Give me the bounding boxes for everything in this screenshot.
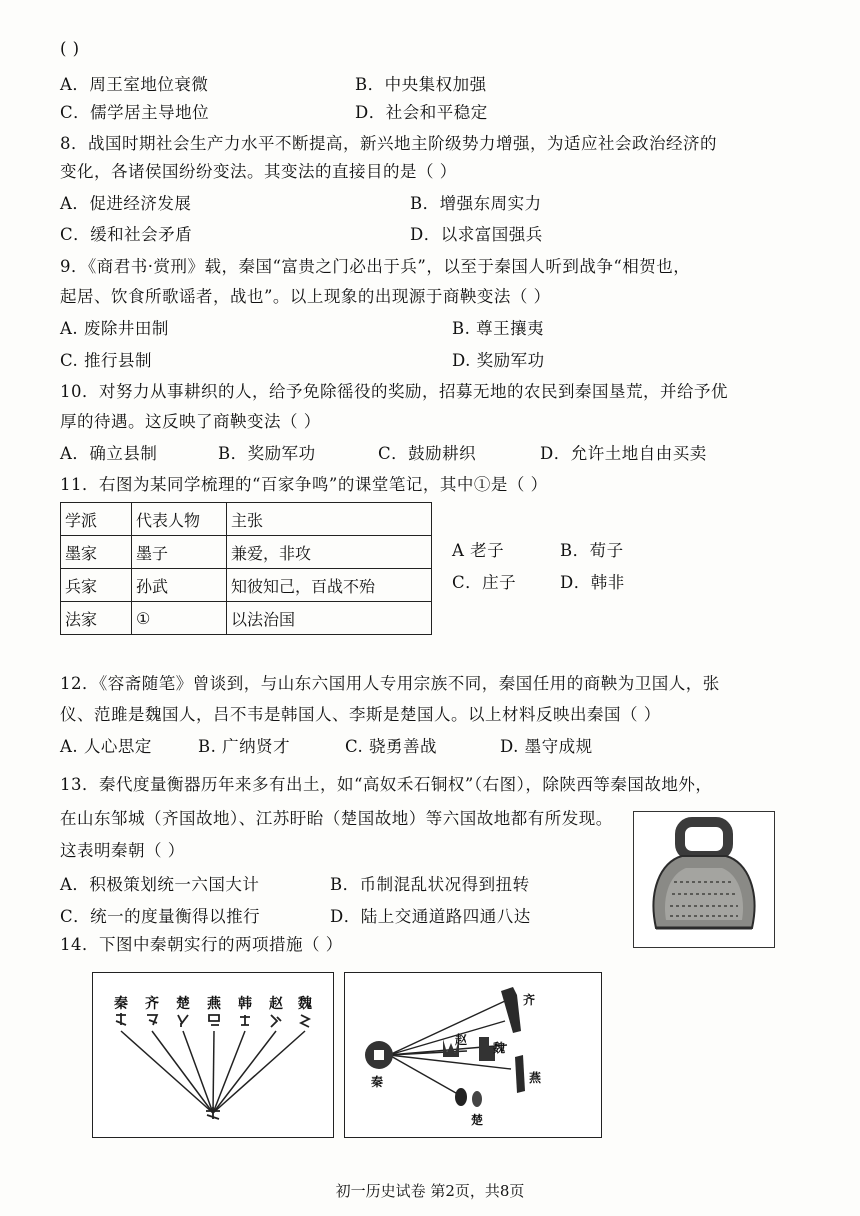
coin-label-wei: 魏: [493, 1041, 506, 1055]
table-cell: 墨家: [61, 536, 132, 569]
q13-option-b: B．币制混乱状况得到扭转: [330, 875, 530, 894]
coin-label-qin: 秦: [371, 1075, 384, 1089]
state-label-zhao: 赵: [269, 996, 283, 1012]
q13-option-a: A．积极策划统一六国大计: [60, 875, 260, 894]
table-cell: 兵家: [61, 569, 132, 602]
table-cell: ①: [132, 602, 227, 635]
q8-option-b: B．增强东周实力: [410, 194, 542, 213]
q10-option-c: C．鼓励耕织: [378, 444, 477, 463]
q9-option-c: C. 推行县制: [60, 351, 153, 370]
q10-stem-line2: 厚的待遇。这反映了商鞅变法（ ）: [60, 412, 321, 431]
state-label-qi: 齐: [145, 996, 159, 1012]
q9-stem-line1: 9．《商君书·赏刑》载，秦国“富贵之门必出于兵”，以至于秦国人听到战争“相贺也，: [60, 257, 691, 276]
table-header-row: [61, 503, 432, 536]
state-label-yan: 燕: [207, 996, 221, 1012]
q10-option-b: B．奖励军功: [218, 444, 316, 463]
q11-option-a: A 老子: [452, 541, 505, 560]
page-footer: 初一历史试卷 第2页，共8页: [335, 1182, 525, 1200]
q8-stem-line1: 8．战国时期社会生产力水平不断提高，新兴地主阶级势力增强，为适应社会政治经济的: [60, 134, 717, 153]
coin-label-yan: 燕: [529, 1071, 542, 1085]
q10-option-d: D．允许土地自由买卖: [540, 444, 707, 463]
q10-stem-line1: 10．对努力从事耕织的人，给予免除徭役的奖励，招募无地的农民到秦国垦荒，并给予优: [60, 382, 728, 401]
q7-option-c: C．儒学居主导地位: [60, 103, 210, 122]
q9-option-a: A. 废除井田制: [60, 319, 169, 338]
q7-option-b: B．中央集权加强: [355, 75, 487, 94]
q8-option-d: D．以求富国强兵: [410, 225, 543, 244]
q11-option-c: C．庄子: [452, 573, 517, 592]
script-unification-figure: [92, 972, 334, 1138]
q14-stem: 14．下图中秦朝实行的两项措施（ ）: [60, 935, 343, 954]
table-row: [61, 602, 432, 635]
state-label-han: 韩: [238, 996, 252, 1012]
q13-stem-line2: 在山东邹城（齐国故地）、江苏盱眙（楚国故地）等六国故地都有所发现。: [60, 809, 613, 828]
table-row: [61, 569, 432, 602]
hundred-schools-notes-table: [60, 502, 432, 635]
q13-option-d: D．陆上交通道路四通八达: [330, 907, 531, 926]
q12-option-c: C. 骁勇善战: [345, 737, 438, 756]
q9-option-d: D. 奖励军功: [452, 351, 545, 370]
coin-label-chu: 楚: [471, 1113, 484, 1127]
ancient-script-glyphs: [93, 973, 333, 1137]
coin-label-zhao: 赵: [455, 1033, 468, 1047]
coin-label-qi: 齐: [523, 993, 536, 1007]
q12-option-b: B. 广纳贤才: [198, 737, 291, 756]
q8-stem-line2: 变化，各诸侯国纷纷变法。其变法的直接目的是（ ）: [60, 162, 457, 181]
q10-option-a: A．确立县制: [60, 444, 158, 463]
q12-stem-line2: 仪、范雎是魏国人，吕不韦是韩国人、李斯是楚国人。以上材料反映出秦国（ ）: [60, 705, 661, 724]
q9-option-b: B. 尊王攘夷: [452, 319, 545, 338]
table-cell: 知彼知己，百战不殆: [227, 569, 432, 602]
q12-option-d: D. 墨守成规: [500, 737, 593, 756]
q9-stem-line2: 起居、饮食所歌谣者，战也”。以上现象的出现源于商鞅变法（ ）: [60, 287, 551, 306]
q11-option-b: B．荀子: [560, 541, 624, 560]
table-cell: 法家: [61, 602, 132, 635]
q13-stem-line1: 13．秦代度量衡器历年来多有出土，如“高奴禾石铜权”（右图），除陕西等秦国故地外，: [60, 775, 713, 794]
q8-option-a: A．促进经济发展: [60, 194, 192, 213]
q11-stem: 11．右图为某同学梳理的“百家争鸣”的课堂笔记，其中①是（ ）: [60, 475, 548, 494]
q13-option-c: C．统一的度量衡得以推行: [60, 907, 261, 926]
table-cell: 以法治国: [227, 602, 432, 635]
q7-option-d: D．社会和平稳定: [355, 103, 488, 122]
table-cell: 墨子: [132, 536, 227, 569]
state-label-qin: 秦: [114, 996, 128, 1012]
state-label-chu: 楚: [176, 996, 190, 1012]
q7-option-a: A．周王室地位衰微: [60, 75, 209, 94]
table-cell: 兼爱，非攻: [227, 536, 432, 569]
q13-stem-line3: 这表明秦朝（ ）: [60, 841, 185, 860]
q11-option-d: D．韩非: [560, 573, 625, 592]
q8-option-c: C．缓和社会矛盾: [60, 225, 193, 244]
q12-option-a: A. 人心思定: [60, 737, 152, 756]
table-row: [61, 536, 432, 569]
bronze-weight-photo: [633, 811, 775, 948]
table-header: 学派: [61, 503, 132, 536]
q7-answer-paren: ( ): [60, 39, 80, 58]
table-cell: 孙武: [132, 569, 227, 602]
table-header: 主张: [227, 503, 432, 536]
state-label-wei: 魏: [298, 996, 312, 1012]
q12-stem-line1: 12．《容斋随笔》曾谈到，与山东六国用人专用宗族不同，秦国任用的商鞅为卫国人，张: [60, 674, 720, 693]
currency-unification-figure: [344, 972, 602, 1138]
table-header: 代表人物: [132, 503, 227, 536]
